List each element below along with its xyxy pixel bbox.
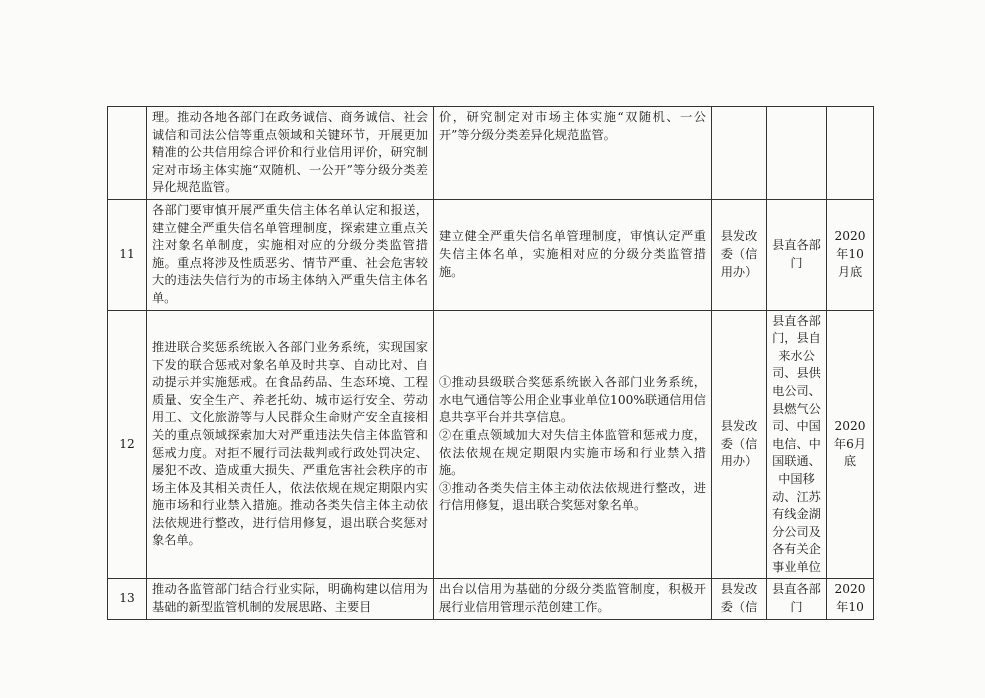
table-row <box>108 310 874 579</box>
deadline: 2020年10 <box>827 579 874 619</box>
lead-unit: 县发改委（信 <box>712 579 767 619</box>
measure-item: ③推动各类失信主体主动依法依规进行整改，进行信用修复，退出联合奖惩对象名单。 <box>439 480 706 513</box>
task-content: 推动各监管部门结合行业实际，明确构建以信用为基础的新型监管机制的发展思路、主要目 <box>147 579 434 619</box>
task-content: 理。推动各地各部门在政务诚信、商务诚信、社会诚信和司法公信等重点领域和关键环节，开展更加精准的公共信用综合评价和行业信用评价，研究制定对市场主体实施“双随机、一公开”等分级分类差异化规范监管。 <box>147 107 434 200</box>
deadline <box>827 107 874 200</box>
task-content: 推进联合奖惩系统嵌入各部门业务系统，实现国家下发的联合惩戒对象名单及时共享、自动比对、自动提示并实施惩戒。在食品药品、生态环境、工程质量、安全生产、养老托幼、城市运行安全、劳动用工、文化旅游等与人民群众生命财产安全直接相关的重点领域探索加大对严重违法失信主体监管和惩戒力度。对拒不履行司法裁判或行政处罚决定、屡犯不改、造成重大损失、严重危害社会秩序的市场主体及其相关责任人，依法依规在规定期限内实施市场和行业禁入措施。推动各类失信主体主动依法依规进行整改，进行信用修复，退出联合奖惩对象名单。 <box>147 310 434 579</box>
responsible-units: 县直各部门 <box>767 579 827 619</box>
row-number: 11 <box>108 200 147 311</box>
measure-item: ②在重点领域加大对失信主体监管和惩戒力度，依法依规在规定期限内实施市场和行业禁入措施。 <box>439 427 706 478</box>
row-number: 13 <box>108 579 147 619</box>
deadline: 2020年6月底 <box>827 310 874 579</box>
measure-content <box>434 579 712 619</box>
measure-item: 出台以信用为基础的分级分类监管制度，积极开展行业信用管理示范创建工作。 <box>439 582 706 615</box>
table-row <box>108 579 874 619</box>
responsible-units: 县直各部门 <box>767 200 827 311</box>
table-row <box>108 200 874 311</box>
responsible-units <box>767 107 827 200</box>
lead-unit: 县发改委（信用办） <box>712 310 767 579</box>
measure-content <box>434 107 712 200</box>
task-content: 各部门要审慎开展严重失信主体名单认定和报送，建立健全严重失信名单管理制度，探索建立重点关注对象名单制度，实施相对应的分级分类监管措施。重点将涉及性质恶劣、情节严重、社会危害较大的违法失信行为的市场主体纳入严重失信主体名单。 <box>147 200 434 311</box>
measure-item: ①推动县级联合奖惩系统嵌入各部门业务系统，水电气通信等公用企业事业单位100%联通信用信息共享平台并共享信息。 <box>439 375 706 425</box>
measure-content <box>434 200 712 311</box>
measure-content <box>434 310 712 579</box>
lead-unit <box>712 107 767 200</box>
deadline: 2020年10月底 <box>827 200 874 311</box>
row-number: 12 <box>108 310 147 579</box>
measure-item: 价，研究制定对市场主体实施“双随机、一公开”等分级分类差异化规范监管。 <box>439 110 706 142</box>
work-plan-table <box>107 106 874 620</box>
lead-unit: 县发改委（信用办） <box>712 200 767 311</box>
responsible-units: 县直各部门，县自来水公司、县供电公司、县燃气公司、中国电信、中国联通、中国移动、江苏有线金湖分公司及各有关企事业单位 <box>767 310 827 579</box>
table-row <box>108 107 874 200</box>
row-number <box>108 107 147 200</box>
measure-item: 建立健全严重失信名单管理制度，审慎认定严重失信主体名单，实施相对应的分级分类监管措施。 <box>439 229 706 279</box>
